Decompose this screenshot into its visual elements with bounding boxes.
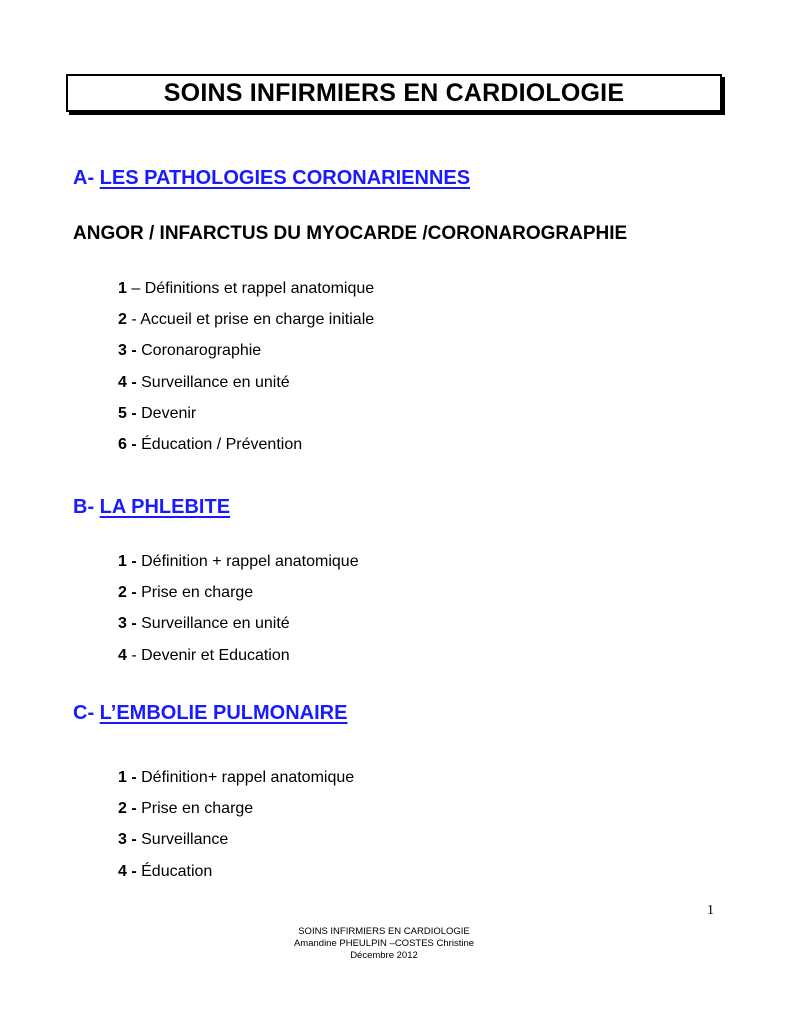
- list-item: 4 - Éducation: [118, 862, 213, 880]
- section-c-list: [118, 768, 354, 893]
- section-a-list: [118, 279, 374, 466]
- title-box: [66, 74, 722, 112]
- section-c-heading: [73, 702, 347, 725]
- list-item: 3 - Surveillance en unité: [118, 615, 290, 633]
- list-item: 2 - Prise en charge: [118, 584, 254, 602]
- list-item: 6 - Éducation / Prévention: [118, 435, 303, 453]
- page-number: 1: [707, 903, 714, 918]
- section-a-heading: [73, 167, 470, 190]
- document-title: SOINS INFIRMIERS EN CARDIOLOGIE: [163, 78, 625, 107]
- footer-date: Décembre 2012: [350, 950, 418, 961]
- section-a-link[interactable]: LES PATHOLOGIES CORONARIENNES: [99, 167, 471, 189]
- section-c-prefix: C-: [73, 702, 95, 724]
- list-item: 2 - Prise en charge: [118, 800, 254, 818]
- list-item: 5 - Devenir: [118, 404, 197, 422]
- list-item: 1 – Définitions et rappel anatomique: [118, 280, 375, 297]
- section-b-heading: [73, 496, 230, 519]
- section-b-prefix: B-: [73, 496, 95, 518]
- list-item: 2 - Accueil et prise en charge initiale: [118, 311, 375, 329]
- list-item: 4 - Surveillance en unité: [118, 373, 290, 391]
- section-c-link[interactable]: L’EMBOLIE PULMONAIRE: [99, 702, 348, 724]
- list-item: 3 - Surveillance: [118, 831, 229, 849]
- footer: [0, 926, 768, 962]
- list-item: 1 - Définition + rappel anatomique: [118, 553, 359, 570]
- list-item: 4 - Devenir et Education: [118, 646, 290, 664]
- section-a-subheading: ANGOR / INFARCTUS DU MYOCARDE /CORONAROGRAPHIE: [73, 223, 628, 244]
- list-item: 3 - Coronarographie: [118, 342, 262, 360]
- section-a-prefix: A-: [73, 167, 95, 189]
- footer-title: SOINS INFIRMIERS EN CARDIOLOGIE: [298, 926, 470, 937]
- footer-authors: Amandine PHEULPIN –COSTES Christine: [293, 938, 475, 949]
- list-item: 1 - Définition+ rappel anatomique: [118, 769, 355, 786]
- section-b-link[interactable]: LA PHLEBITE: [99, 496, 231, 518]
- section-b-list: [118, 552, 359, 677]
